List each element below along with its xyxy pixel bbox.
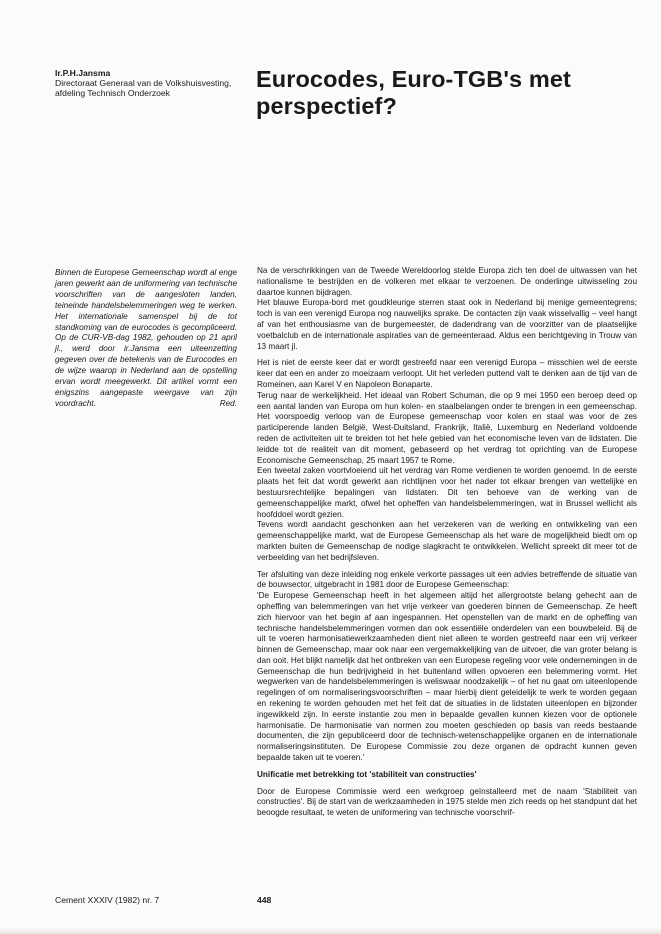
paragraph-text: Na de verschrikkingen van de Tweede Wereldoorlog stelde Europa zich ten doel de uitwassen van het nationalisme te bestrijden en de volkeren met elkaar te verzoenen. De onderlinge uitwisseling zou daartoe kunnen bijdragen. (257, 266, 637, 297)
body-column (257, 266, 637, 825)
author-block (55, 68, 255, 99)
journal-footer: Cement XXXIV (1982) nr. 7 (55, 895, 160, 905)
article-title: Eurocodes, Euro-TGB's met perspectief? (256, 66, 571, 119)
paragraph-text: Terug naar de werkelijkheid. Het ideaal van Robert Schuman, die op 9 mei 1950 een beroep deed op een aantal landen van Europa om hun kolen- en staalbelangen onder te brengen in een gemeenschap. Het voorspoedig verloop van de Europese gemeenschap voor kolen en staal was voor de zes participerende landen België, West-Duitsland, Frankrijk, Italië, Luxemburg en Nederland voldoende reden de activiteiten uit te breiden tot het hele gebied van het economische leven van de lidstaten. Die leidde tot de realiteit van dit moment, gebaseerd op het verdrag tot oprichting van de Europese Economische Gemeenschap, 25 maart 1957 te Rome. (257, 390, 637, 465)
paragraph-text: Ter afsluiting van deze inleiding nog enkele verkorte passages uit een advies betreffende de situatie van de bouwsector, uitgebracht in 1981 door de Europese Gemeenschap: (257, 569, 637, 590)
paragraph-text: Een tweetal zaken voortvloeiend uit het verdrag van Rome verdienen te worden genoemd. In de eerste plaats het feit dat wordt gewerkt aan richtlijnen voor het nader tot elkaar brengen van wettelijke en bestuursrechtelijke bepalingen van lidstaten. Dit ten behoeve van de werking van de gemeenschappelijke markt, ofwel het opheffen van handelsbelemmeringen, wat in Brussel wellicht als hoofddoel wordt gezien. (257, 466, 637, 519)
page-number: 448 (257, 895, 272, 905)
paragraph-text: Door de Europese Commissie werd een werkgroep geïnstalleerd met de naam 'Stabiliteit van constructies'. Bij de start van de werkzaamheden in 1975 stelde men zich reeds op het standpunt dat het beoogde resultaat, te weten de uniformering van technische voorschrif- (257, 786, 637, 818)
paragraph-text: Tevens wordt aandacht geschonken aan het verzekeren van de werking en ontwikkeling van een gemeenschappelijke markt, wat de Europese Gemeenschap als het ware de mogelijkheid biedt om op markten buiten de Gemeenschap de nodige slagkracht te ontwikkelen. Wellicht spreekt dit meer tot de verbeelding van het bedrijfsleven. (257, 520, 637, 562)
scan-edge (0, 928, 661, 934)
paragraph-text: Het blauwe Europa-bord met goudkleurige sterren staat ook in Nederland bij menige gemeentegrens; toch is van een verenigd Europa nog nauwelijks sprake. De contacten zijn vaak wisselvallig – veel hangt af van het enthousiasme van de burgemeester, de dadendrang van de voorzitter van de plaatselijke voetbalclub en de internationale aspiraties van de gemeenteraad. Aldus een berichtgeving in Trouw van 13 maart jl. (257, 298, 637, 351)
paragraph (257, 570, 637, 764)
paragraph (257, 787, 637, 819)
paragraph (257, 266, 637, 352)
paragraph-text: Het is niet de eerste keer dat er wordt gestreefd naar een verenigd Europa – misschien wel de eerste keer dat een en ander zo moeizaam verloopt. Uit het verleden puttend valt te denken aan de tijd van de Romeinen, aan Karel V en Napoleon Bonaparte. (257, 358, 637, 389)
intro-text: Binnen de Europese Gemeenschap wordt al enge jaren gewerkt aan de uniformering van technische voorschriften van de aangesloten landen, teineinde handelsbelemmeringen weg te werken. Het internationale samenspel bij de tot standkoming van de eurocodes is gecompliceerd. Op de CUR-VB-dag 1982, gehouden op 21 april jl., werd door ir.Jansma een uiteenzetting gegeven over de betekenis van de Eurocodes en de wijze waarop in Nederland aan de opstelling ervan wordt meegewerkt. Dit artikel vormt een enigszins aangepaste weergave van zijn voordracht. (55, 268, 237, 408)
paragraph (257, 358, 637, 563)
section-heading: Unificatie met betrekking tot 'stabiliteit van constructies' (257, 769, 477, 779)
author-affiliation: Directoraat Generaal van de Volkshuisvesting, afdeling Technisch Onderzoek (55, 78, 232, 99)
author-name: Ir.P.H.Jansma (55, 68, 111, 78)
intro-signature: Red. (219, 398, 237, 408)
intro-abstract (55, 268, 237, 410)
paragraph-text: 'De Europese Gemeenschap heeft in het algemeen altijd het allergrootste belang gehecht aan de opheffing van belemmeringen van het vrije verkeer van goederen binnen de Gemeenschap. Ze heeft zich hiervoor van het begin af aan ingespannen. Het openstellen van de markt en de opheffing van technische handelsbelemmeringen vormen dan ook essentiële onderdelen van een bouwbeleid. Bij de uit te voeren harmonisatiewerkzaamheden dient niet alleen te worden gestreefd naar een vrij verkeer binnen de Gemeenschap, maar ook naar een vergemakkelijking van de uitvoer, die van groter belang is dan ooit. Het blijkt namelijk dat het ontbreken van een Europese regeling voor vele ondernemingen in de Gemeenschap die hun bedrijvigheid in het buitenland willen opvoeren een belemmering vormt. Het wegwerken van de handelsbelemmeringen is weliswaar noodzakelijk – of het nu gaat om uiteenlopende regelingen of om normaliseringsvoorschriften – maar hierbij dient geleidelijk te werk te worden gegaan en rekening te worden gehouden met het feit dat de situaties in de lidstaten uiteenlopen en bijzonder ingewikkeld zijn. In eerste instantie zou men in bepaalde gevallen kunnen kiezen voor de optionele harmonisatie. De harmonisatie van normen zou moeten geschieden op basis van reeds bestaande documenten, die zijn gepubliceerd door de technisch-wetenschappelijke organen en de internationale normaliseringsinstituten. De Europese Commissie zou deze organen de opdracht kunnen geven bepaalde taken uit te voeren.' (257, 591, 637, 763)
